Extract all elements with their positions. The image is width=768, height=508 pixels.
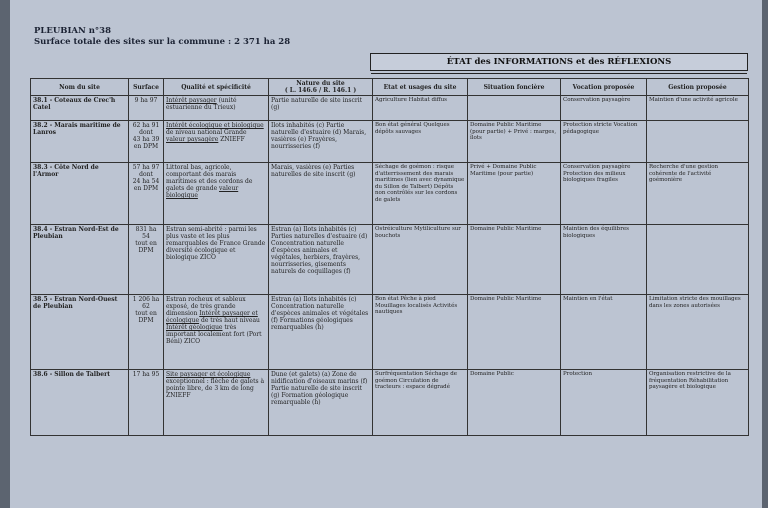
info-vocation: Maintien des équilibres biologiques <box>561 225 647 295</box>
header-surface: Surface <box>129 79 164 96</box>
site-name: 38.6 - Sillon de Talbert <box>31 370 129 436</box>
header-nature: Nature du site ( L. 146.6 / R. 146.1 ) <box>269 79 373 96</box>
info-vocation: Maintien en l'état <box>561 295 647 370</box>
site-name: 38.3 - Côte Nord de l'Armor <box>31 163 129 225</box>
qualite-segment: Intérêt géologique <box>166 324 223 331</box>
surface-line: 1 206 ha <box>132 296 160 303</box>
site-qualite <box>164 225 269 295</box>
surface-line: tout en <box>135 310 157 317</box>
site-surface <box>129 121 164 163</box>
info-situation: Domaine Public Maritime <box>468 225 561 295</box>
info-etat: Surfréquentation Séchage de goémon Circulation de tracteurs : espace dégradé <box>373 370 468 436</box>
qualite-segment: de très haut niveau <box>199 317 260 324</box>
header-situation: Situation foncière <box>468 79 561 96</box>
info-etat: Bon état général Quelques dépôts sauvages <box>373 121 468 163</box>
qualite-segment: très important localement fort (Port Béni) ZICO <box>166 324 262 345</box>
surface-line: 62 ha 91 <box>132 122 160 129</box>
info-row <box>373 370 749 436</box>
info-situation: Domaine Public Maritime <box>468 295 561 370</box>
surface-line: 17 ha 95 <box>132 371 160 378</box>
site-qualite <box>164 370 269 436</box>
qualite-segment: Estran semi-abrité : parmi les plus vaste et les plus remarquables de France Grande diversité écologique et biologique ZICO <box>166 226 266 261</box>
qualite-segment: (unité estuarienne du Trieux) <box>166 97 237 111</box>
site-qualite <box>164 163 269 225</box>
qualite-segment: Estran rocheux et sableux exposé, de très grande dimension <box>166 296 246 317</box>
surface-line: DPM <box>138 247 154 254</box>
info-etat: Bon état Pêche à pied Mouillages localisés Activités nautiques <box>373 295 468 370</box>
header-etat: Etat et usages du site <box>373 79 468 96</box>
info-situation <box>468 96 561 121</box>
qualite-segment: valeur paysagère <box>166 136 219 143</box>
banner-text: ÉTAT des INFORMATIONS et des RÉFLEXIONS <box>446 57 672 67</box>
info-row <box>373 121 749 163</box>
info-vocation: Protection <box>561 370 647 436</box>
surface-line: dont <box>139 171 153 178</box>
site-nature: Ilots inhabités (c) Partie naturelle d'estuaire (d) Marais, vasières (e) Frayères, nourrisseries (f) <box>269 121 373 163</box>
info-gestion <box>647 225 749 295</box>
info-row <box>373 295 749 370</box>
surface-line: dont <box>139 129 153 136</box>
surface-line: 62 <box>142 303 150 310</box>
site-row <box>31 96 373 121</box>
site-nature: Estran (a) Ilots inhabités (c) Concentration naturelle d'espèces animales et végétales (f) Formations géologiques remarquables (h) <box>269 295 373 370</box>
site-name: 38.4 - Estran Nord-Est de Pleubian <box>31 225 129 295</box>
info-row <box>373 225 749 295</box>
info-situation: Domaine Public Maritime (pour partie) + Privé : marges, îlots <box>468 121 561 163</box>
info-vocation: Conservation paysagère <box>561 96 647 121</box>
site-nature: Dune (et galets) (a) Zone de nidification d'oiseaux marins (f) Partie naturelle de site inscrit (g) Formation géologique remarquable (h) <box>269 370 373 436</box>
info-gestion: Maintien d'une activité agricole <box>647 96 749 121</box>
site-row <box>31 225 373 295</box>
site-name: 38.5 - Estran Nord-Ouest de Pleubian <box>31 295 129 370</box>
site-surface <box>129 370 164 436</box>
surface-line: en DPM <box>133 143 159 150</box>
info-etat: Agriculture Habitat diffus <box>373 96 468 121</box>
site-qualite <box>164 121 269 163</box>
surface-line: 43 ha 39 <box>132 136 160 143</box>
info-etat: Ostréiculture Mytiliculture sur bouchots <box>373 225 468 295</box>
header-vocation: Vocation proposée <box>561 79 647 96</box>
info-banner <box>370 53 748 71</box>
info-row <box>373 163 749 225</box>
qualite-segment: ZNIEFF <box>218 136 245 143</box>
surface-line: 57 ha 97 <box>132 164 160 171</box>
qualite-segment: valeur biologique <box>166 185 239 199</box>
site-row <box>31 295 373 370</box>
surface-line: 831 ha 54 <box>135 226 157 240</box>
info-vocation: Protection stricte Vocation pédagogique <box>561 121 647 163</box>
site-nature: Marais, vasières (e) Parties naturelles de site inscrit (g) <box>269 163 373 225</box>
site-row <box>31 370 373 436</box>
info-row <box>373 96 749 121</box>
surface-line: 9 ha 97 <box>134 97 158 104</box>
info-situation: Privé + Domaine Public Maritime (pour partie) <box>468 163 561 225</box>
site-qualite <box>164 96 269 121</box>
site-row <box>31 121 373 163</box>
document-page <box>10 0 762 508</box>
total-surface: Surface totale des sites sur la commune : 2 371 ha 28 <box>34 37 291 47</box>
site-qualite <box>164 295 269 370</box>
site-surface <box>129 225 164 295</box>
site-surface <box>129 295 164 370</box>
site-nature: Estran (a) Ilots inhabités (c) Parties naturelles d'estuaire (d) Concentration naturelle d'espèces animales et végétales, herbiers, frayères, nourrisseries, gisements naturels de coquillages (f) <box>269 225 373 295</box>
commune-title: PLEUBIAN n°38 <box>34 26 112 36</box>
sites-table <box>30 78 373 436</box>
qualite-segment: Littoral bas, agricole, comportant des marais maritimes et des cordons de galets de grande <box>166 164 253 192</box>
qualite-segment: Intérêt paysager <box>166 97 217 104</box>
site-name: 38.2 - Marais maritime de Lanros <box>31 121 129 163</box>
info-table <box>372 78 749 436</box>
header-gestion: Gestion proposée <box>647 79 749 96</box>
info-etat: Séchage de goémon : risque d'atterrissement des marais maritimes (lien avec dynamique du Sillon de Talbert) Dépôts non contrôlés sur les cordons de galets <box>373 163 468 225</box>
info-gestion: Organisation restrictive de la fréquentation Réhabilitation paysagère et biologique <box>647 370 749 436</box>
info-situation: Domaine Public <box>468 370 561 436</box>
qualite-segment: Intérêt écologique et biologique <box>166 122 264 129</box>
qualite-segment: exceptionnel : flèche de galets à pointe libre, de 3 km de long ZNIEFF <box>166 378 265 399</box>
surface-line: 24 ha 54 <box>132 178 160 185</box>
surface-line: DPM <box>138 317 154 324</box>
info-vocation: Conservation paysagère Protection des milieux biologiques fragiles <box>561 163 647 225</box>
header-qualite: Qualité et spécificité <box>164 79 269 96</box>
site-surface <box>129 163 164 225</box>
header-nom: Nom du site <box>31 79 129 96</box>
info-gestion: Recherche d'une gestion cohérente de l'activité goémonière <box>647 163 749 225</box>
info-gestion: Limitation stricte des mouillages dans les zones autorisées <box>647 295 749 370</box>
site-row <box>31 163 373 225</box>
surface-line: tout en <box>135 240 157 247</box>
qualite-segment: de niveau national Grande <box>166 129 247 136</box>
info-gestion <box>647 121 749 163</box>
surface-line: en DPM <box>133 185 159 192</box>
site-surface <box>129 96 164 121</box>
site-name: 38.1 - Coteaux de Crec'h Catel <box>31 96 129 121</box>
site-nature: Partie naturelle de site inscrit (g) <box>269 96 373 121</box>
qualite-segment: Intérêt paysager et écologique <box>166 310 258 324</box>
qualite-segment: Site paysager et écologique <box>166 371 251 378</box>
